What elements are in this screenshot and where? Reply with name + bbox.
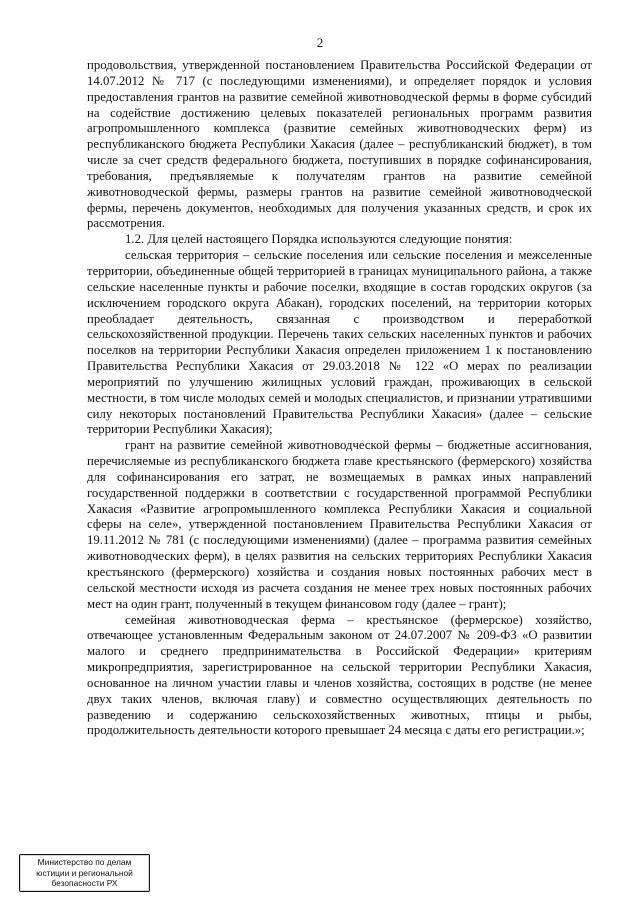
ministry-stamp — [19, 854, 150, 892]
document-body — [87, 58, 592, 739]
paragraph-grant-definition: грант на развитие семейной животноводческой фермы – бюджетные ассигнования, перечисляемые из республиканского бюджета главе крестьянского (фермерского) хозяйства для софинансирования его затрат, не возмещаемых в рамках иных направлений государственной поддержки в соответствии с государственной программой Республики Хакасия «Развитие агропромышленного комплекса Республики Хакасия и социальной сферы на селе», утвержденной постановлением Правительства Республики Хакасия от 19.11.2012 № 781 (с последующими изменениями) (далее – программа развития семейных животноводческих ферм), в целях развития на сельских территориях Республики Хакасия крестьянского (фермерского) хозяйства и создания новых постоянных рабочих мест в сельской местности исходя из расчета создания не менее трех новых постоянных рабочих мест на один грант, полученный в текущем финансовом году (далее – грант); — [87, 438, 592, 611]
stamp-line: Министерство по делам — [37, 857, 132, 867]
page-number: 2 — [316, 35, 324, 50]
stamp-line: безопасности РХ — [51, 878, 118, 889]
paragraph-family-farm-definition: семейная животноводческая ферма – крестьянское (фермерское) хозяйство, отвечающее установленным Федеральным законом от 24.07.2007 № 209-ФЗ «О развитии малого и среднего предпринимательства в Российской Федерации» критериям микропредприятия, зарегистрированное на сельской территории Республики Хакасия, основанное на личном участии главы и членов хозяйства, состоящих в родстве (не менее двух таких членов, включая главу) и совместно осуществляющих деятельность по разведению и содержанию сельскохозяйственных животных, птицы и рыбы, продолжительность деятельности которого превышает 24 месяца с даты его регистрации.»; — [87, 612, 592, 738]
paragraph-intro-continuation: продовольствия, утвержденной постановлением Правительства Российской Федерации от 14.07.2012 № 717 (с последующими изменениями), и определяет порядок и условия предоставления грантов на развитие семейной животноводческой фермы в форме субсидий на содействие достижению целевых показателей региональных программ развития агропромышленного комплекса (развитие семейных животноводческих ферм) из республиканского бюджета Республики Хакасия (далее – республиканский бюджет), в том числе за счет средств федерального бюджета, поступивших в порядке софинансирования, требования, предъявляемые к получателям грантов на развитие семейной животноводческой фермы, размеры грантов на развитие семейной животноводческой фермы, перечень документов, необходимых для получения указанных средств, и срок их рассмотрения. — [87, 58, 592, 231]
stamp-line: юстиции и региональной — [36, 867, 133, 878]
paragraph-rural-territory: сельская территория – сельские поселения или сельские поселения и межселенные территории, объединенные общей территорией в границах муниципального района, а также сельские населенные пункты и рабочие поселки, входящие в состав городских округов (за исключением городского округа Абакан), городских поселений, на территории которых преобладает деятельность, связанная с производством и переработкой сельскохозяйственной продукции. Перечень таких сельских населенных пунктов и рабочих поселков на территории Республики Хакасия определен приложением 1 к постановлению Правительства Республики Хакасия от 29.03.2018 № 122 «О мерах по реализации мероприятий по улучшению жилищных условий граждан, проживающих в сельской местности, в том числе молодых семей и молодых специалистов, и признании утратившими силу некоторых постановлений Правительства Республики Хакасия» (далее – сельские территории Республики Хакасия); — [87, 248, 592, 437]
paragraph-definitions-heading: 1.2. Для целей настоящего Порядка используются следующие понятия: — [125, 232, 513, 247]
